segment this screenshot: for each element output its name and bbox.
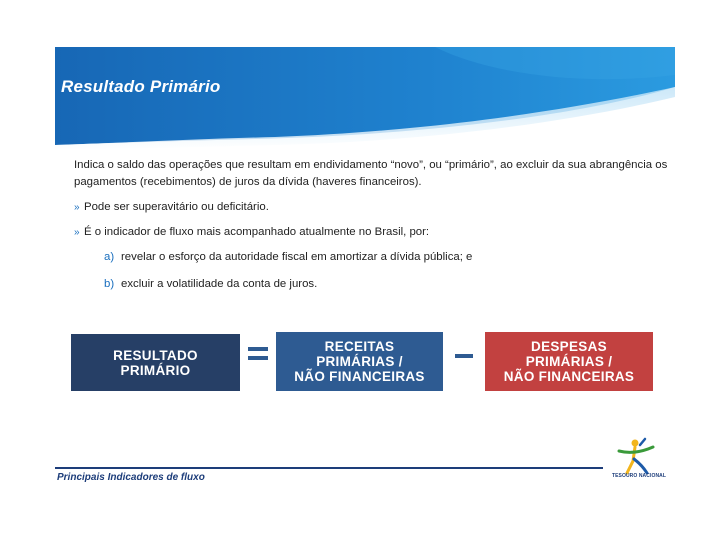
- bullet-text: É o indicador de fluxo mais acompanhado atualmente no Brasil, por:: [84, 226, 430, 238]
- list-item: [104, 276, 669, 293]
- receitas-primarias-box: [276, 332, 443, 391]
- list-item: [74, 224, 669, 241]
- logo-text: TESOURO NACIONAL: [611, 473, 667, 479]
- list-item: [104, 249, 669, 266]
- box-line: RESULTADO: [113, 347, 198, 363]
- list-item: [74, 199, 669, 216]
- intro-paragraph: Indica o saldo das operações que resultam em endividamento “novo”, ou “primário”, ao excluir da sua abrangência os pagamentos (recebimentos) de juros da dívida (haveres financeiros).: [74, 159, 668, 188]
- subitem-text: revelar o esforço da autoridade fiscal em amortizar a dívida pública; e: [121, 251, 473, 263]
- header-wave-graphic: [55, 47, 675, 152]
- bullet-icon: »: [74, 227, 80, 238]
- equals-icon: [248, 347, 268, 365]
- bullet-icon: »: [74, 202, 80, 213]
- logo-star-icon: [607, 435, 671, 475]
- subitem-text: excluir a volatilidade da conta de juros.: [121, 278, 318, 290]
- footer-divider: [55, 467, 603, 469]
- header-banner: [55, 47, 675, 152]
- box-line: NÃO FINANCEIRAS: [503, 369, 635, 384]
- slide: [55, 47, 675, 492]
- subitem-letter: a): [104, 251, 115, 263]
- box-line: PRIMÁRIAS /: [316, 354, 403, 369]
- page-title: Resultado Primário: [61, 77, 221, 96]
- box-line: DESPESAS: [531, 339, 607, 354]
- box-line: NÃO FINANCEIRAS: [294, 369, 425, 384]
- despesas-primarias-box: [485, 332, 653, 391]
- box-line: RECEITAS: [324, 339, 395, 354]
- subitem-letter: b): [104, 278, 115, 290]
- box-line: PRIMÁRIO: [120, 362, 191, 378]
- footer-title: Principais Indicadores de fluxo: [57, 472, 205, 483]
- body-text: [74, 157, 669, 303]
- minus-icon: [455, 354, 473, 358]
- tesouro-nacional-logo: [607, 435, 671, 483]
- resultado-primario-box: [71, 334, 240, 391]
- bullet-text: Pode ser superavitário ou deficitário.: [84, 201, 269, 213]
- box-line: PRIMÁRIAS /: [525, 354, 613, 369]
